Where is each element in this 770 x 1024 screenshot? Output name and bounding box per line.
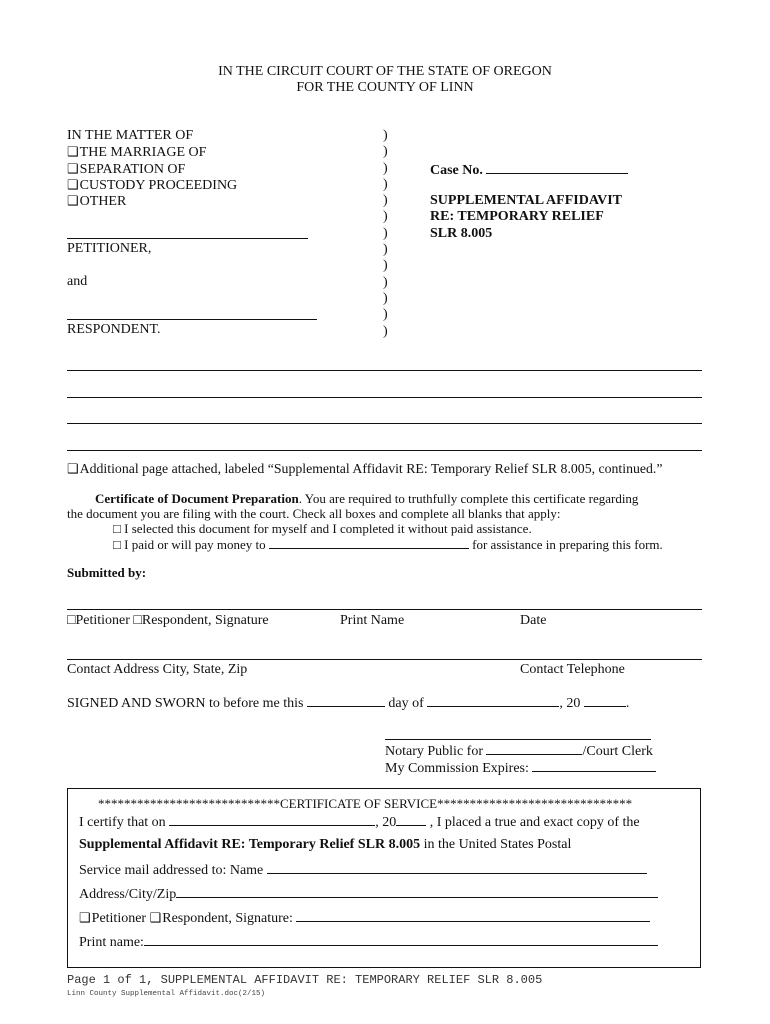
checkbox-icon[interactable]: ❑ <box>79 910 91 925</box>
cert-prep-line2: the document you are filing with the court. Check all boxes and complete all blanks that apply: <box>67 506 561 521</box>
notary-signature-line[interactable] <box>385 739 651 740</box>
matter-of-label: IN THE MATTER OF <box>67 128 194 143</box>
service-signature-line[interactable] <box>296 909 650 922</box>
notary-public-field: Notary Public for /Court Clerk <box>385 744 653 759</box>
service-name-field: Service mail addressed to: Name <box>79 861 647 879</box>
writing-line[interactable] <box>67 397 702 398</box>
checkbox-icon[interactable]: □ <box>133 613 142 628</box>
signature-line[interactable] <box>67 609 702 610</box>
county-heading: FOR THE COUNTY OF LINN <box>296 80 474 95</box>
checkbox-icon[interactable]: ❑ <box>67 161 79 176</box>
service-address-line[interactable] <box>176 885 658 898</box>
doc-title-line1: SUPPLEMENTAL AFFIDAVIT <box>430 193 623 208</box>
date-label: Date <box>520 613 547 628</box>
print-name-label: Print Name <box>340 613 405 628</box>
checkbox-icon[interactable]: ❑ <box>67 177 79 192</box>
writing-line[interactable] <box>67 450 702 451</box>
option-other[interactable]: ❑OTHER <box>67 193 127 209</box>
option-marriage[interactable]: ❑THE MARRIAGE OF <box>67 144 207 160</box>
petitioner-name-line[interactable] <box>67 238 308 239</box>
service-date-line[interactable] <box>169 813 375 826</box>
and-label: and <box>67 274 88 289</box>
checkbox-icon[interactable]: ❑ <box>67 461 79 476</box>
doc-title-line2: RE: TEMPORARY RELIEF <box>430 209 604 224</box>
paid-preparer-line[interactable] <box>269 536 469 549</box>
sworn-statement: SIGNED AND SWORN to before me this day of , 20 . <box>67 696 630 711</box>
contact-telephone-label: Contact Telephone <box>520 662 625 677</box>
checkbox-icon[interactable]: ❑ <box>149 910 162 925</box>
sworn-month-line[interactable] <box>427 694 559 707</box>
respondent-label: RESPONDENT. <box>67 322 161 337</box>
cert-prep-line1: Certificate of Document Preparation. You are required to truthfully complete this certificate regarding <box>95 491 639 506</box>
checkbox-icon[interactable]: □ <box>67 613 76 628</box>
commission-field: My Commission Expires: <box>385 759 656 777</box>
additional-page-option[interactable]: ❑Additional page attached, labeled “Supplemental Affidavit RE: Temporary Relief SLR 8.005, continued.” <box>67 461 663 476</box>
service-address-field: Address/City/Zip <box>79 885 658 903</box>
option-custody[interactable]: ❑CUSTODY PROCEEDING <box>67 177 238 193</box>
service-doc-line: Supplemental Affidavit RE: Temporary Relief SLR 8.005 in the United States Postal <box>79 837 572 852</box>
signer-role[interactable]: □Petitioner □Respondent, Signature <box>67 613 269 628</box>
page-footer: Page 1 of 1, SUPPLEMENTAL AFFIDAVIT RE: TEMPORARY RELIEF SLR 8.005 <box>67 973 543 987</box>
writing-line[interactable] <box>67 370 702 371</box>
case-number-line[interactable] <box>486 161 628 174</box>
writing-line[interactable] <box>67 423 702 424</box>
service-title: ****************************CERTIFICATE OF SERVICE****************************** <box>98 796 633 811</box>
checkbox-icon[interactable]: ❑ <box>67 193 79 208</box>
petitioner-label: PETITIONER, <box>67 241 152 256</box>
respondent-name-line[interactable] <box>67 319 317 320</box>
service-name-line[interactable] <box>267 861 647 874</box>
option-separation[interactable]: ❑SEPARATION OF <box>67 161 186 177</box>
cert-prep-option1[interactable]: □ I selected this document for myself and I completed it without paid assistance. <box>113 521 532 536</box>
caption-divider: ) ) ) ) ) ) ) ) ) ) ) ) ) <box>383 128 388 339</box>
notary-state-line[interactable] <box>486 742 582 755</box>
file-footer: Linn County Supplemental Affidavit.doc(2/15) <box>67 990 266 998</box>
checkbox-icon[interactable]: □ <box>113 537 121 552</box>
service-print-name-line[interactable] <box>144 933 658 946</box>
cert-prep-option2[interactable]: □ I paid or will pay money to for assistance in preparing this form. <box>113 537 663 552</box>
service-year-line[interactable] <box>396 813 426 826</box>
service-print-name-field: Print name: <box>79 933 658 951</box>
court-heading: IN THE CIRCUIT COURT OF THE STATE OF OREGON <box>218 64 552 79</box>
sworn-day-line[interactable] <box>307 694 385 707</box>
submitted-by-label: Submitted by: <box>67 565 147 580</box>
checkbox-icon[interactable]: □ <box>113 521 121 536</box>
service-certify-line: I certify that on , 20 , I placed a true and exact copy of the <box>79 815 640 830</box>
contact-address-label: Contact Address City, State, Zip <box>67 662 248 677</box>
contact-line[interactable] <box>67 659 702 660</box>
sworn-year-line[interactable] <box>584 694 626 707</box>
commission-line[interactable] <box>532 759 656 772</box>
service-signature-field: ❑Petitioner ❑Respondent, Signature: <box>79 909 650 927</box>
case-number-field[interactable]: Case No. <box>430 161 628 179</box>
doc-title-line3: SLR 8.005 <box>430 226 493 241</box>
checkbox-icon[interactable]: ❑ <box>67 144 79 159</box>
